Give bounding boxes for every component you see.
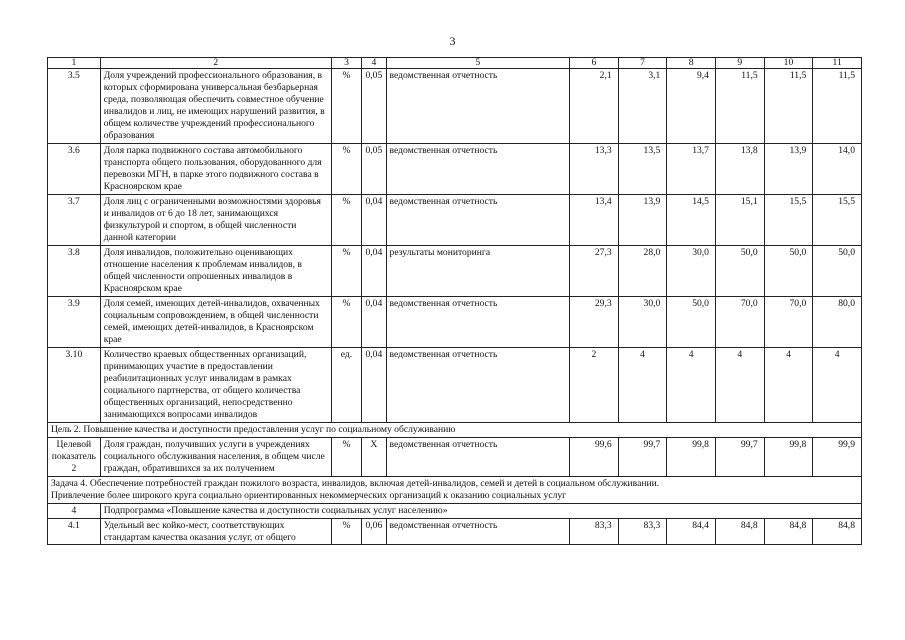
table-row (48, 437, 862, 476)
indicator-name: Доля учреждений профессионального образования, в которых сформирована универсальная безбарьерная среда, позволяющая обеспечить совместное обучение инвалидов и лиц, не имеющих нарушений развития, в общем количестве учреждений профессионального образования (100, 69, 331, 144)
value-cell: 4 (764, 347, 813, 422)
weight: 0,05 (362, 69, 386, 144)
col-header: 8 (667, 58, 716, 69)
table-row (48, 69, 862, 144)
row-number: 3.10 (48, 347, 101, 422)
weight: 0,06 (362, 518, 386, 545)
weight: 0,05 (362, 143, 386, 194)
value-cell: 50,0 (667, 296, 716, 347)
value-cell: 9,4 (667, 69, 716, 144)
row-number: 3.7 (48, 194, 101, 245)
task-4-title (48, 476, 862, 503)
value-cell: 15,1 (715, 194, 764, 245)
value-cell: 13,9 (618, 194, 667, 245)
value-cell: 13,9 (764, 143, 813, 194)
value-cell: 13,7 (667, 143, 716, 194)
value-cell: 4 (618, 347, 667, 422)
value-cell: 99,7 (715, 437, 764, 476)
subprogram-title: Подпрограмма «Повышение качества и доступности социальных услуг населению» (100, 503, 861, 518)
task-4-line-1: Задача 4. Обеспечение потребностей граждан пожилого возраста, инвалидов, включая детей-инвалидов, семей и детей в социальном обслуживании. (51, 477, 660, 489)
subprogram-row (48, 503, 862, 518)
value-cell: 99,7 (618, 437, 667, 476)
value-cell: 14,5 (667, 194, 716, 245)
table-row (48, 347, 862, 422)
value-cell: 13,5 (618, 143, 667, 194)
value-cell: 15,5 (764, 194, 813, 245)
value-cell: 30,0 (667, 245, 716, 296)
value-cell: 11,5 (764, 69, 813, 144)
weight: 0,04 (362, 245, 386, 296)
value-cell: 99,6 (570, 437, 619, 476)
value-cell: 84,8 (715, 518, 764, 545)
unit: % (331, 143, 361, 194)
col-header: 10 (764, 58, 813, 69)
value-cell: 28,0 (618, 245, 667, 296)
indicator-name: Количество краевых общественных организаций, принимающих участие в предоставлении реабилитационных услуг инвалидам в рамках социального партнерства, от общего количества общественных организаций, непосредственно занимающихся вопросами инвалидов (100, 347, 331, 422)
col-header: 6 (570, 58, 619, 69)
value-cell: 11,5 (813, 69, 862, 144)
row-number: 4.1 (48, 518, 101, 545)
value-cell: 84,8 (764, 518, 813, 545)
value-cell: 4 (667, 347, 716, 422)
data-source: ведомственная отчетность (386, 296, 569, 347)
value-cell: 99,8 (667, 437, 716, 476)
row-number: Целевой показатель 2 (48, 437, 101, 476)
data-source: ведомственная отчетность (386, 347, 569, 422)
value-cell: 2 (570, 347, 619, 422)
goal-row (48, 422, 862, 437)
value-cell: 50,0 (715, 245, 764, 296)
weight: X (362, 437, 386, 476)
data-source: ведомственная отчетность (386, 437, 569, 476)
unit: ед. (331, 347, 361, 422)
value-cell: 70,0 (764, 296, 813, 347)
indicator-name: Доля инвалидов, положительно оценивающих отношение населения к проблемам инвалидов, в общей численности опрошенных инвалидов в Красноярском крае (100, 245, 331, 296)
value-cell: 83,3 (570, 518, 619, 545)
value-cell: 30,0 (618, 296, 667, 347)
data-source: ведомственная отчетность (386, 69, 569, 144)
indicator-name: Доля лиц с ограниченными возможностями здоровья и инвалидов от 6 до 18 лет, занимающихся физкультурой и спортом, в общей численности данной категории (100, 194, 331, 245)
unit: % (331, 69, 361, 144)
col-header: 11 (813, 58, 862, 69)
value-cell: 80,0 (813, 296, 862, 347)
row-number: 3.8 (48, 245, 101, 296)
value-cell: 29,3 (570, 296, 619, 347)
indicators-table (47, 57, 862, 545)
value-cell: 4 (813, 347, 862, 422)
col-header: 2 (100, 58, 331, 69)
value-cell: 84,8 (813, 518, 862, 545)
col-header: 9 (715, 58, 764, 69)
weight: 0,04 (362, 194, 386, 245)
row-number: 3.5 (48, 69, 101, 144)
data-source: результаты мониторинга (386, 245, 569, 296)
value-cell: 50,0 (764, 245, 813, 296)
table-row (48, 245, 862, 296)
col-header: 4 (362, 58, 386, 69)
data-source: ведомственная отчетность (386, 143, 569, 194)
indicator-name: Доля граждан, получивших услуги в учреждениях социального обслуживания населения, в общем числе граждан, обратившихся за их получением (100, 437, 331, 476)
row-number: 3.6 (48, 143, 101, 194)
task-4-line-2: Привлечение более широкого круга социально ориентированных некоммерческих организаций к оказанию социальных услуг (51, 489, 567, 501)
weight: 0,04 (362, 347, 386, 422)
page-number: 3 (449, 34, 456, 48)
table-row (48, 143, 862, 194)
value-cell: 3,1 (618, 69, 667, 144)
value-cell: 13,3 (570, 143, 619, 194)
value-cell: 83,3 (618, 518, 667, 545)
value-cell: 99,9 (813, 437, 862, 476)
col-header: 5 (386, 58, 569, 69)
goal-2-title: Цель 2. Повышение качества и доступности предоставления услуг по социальному обслуживанию (48, 422, 862, 437)
table-row (48, 518, 862, 545)
table-row (48, 194, 862, 245)
subprogram-number: 4 (48, 503, 101, 518)
value-cell: 11,5 (715, 69, 764, 144)
value-cell: 50,0 (813, 245, 862, 296)
col-header: 7 (618, 58, 667, 69)
value-cell: 15,5 (813, 194, 862, 245)
value-cell: 27,3 (570, 245, 619, 296)
data-source: ведомственная отчетность (386, 518, 569, 545)
unit: % (331, 518, 361, 545)
col-header: 3 (331, 58, 361, 69)
value-cell: 14,0 (813, 143, 862, 194)
value-cell: 4 (715, 347, 764, 422)
unit: % (331, 194, 361, 245)
task-row (48, 476, 862, 503)
unit: % (331, 437, 361, 476)
column-number-row (48, 58, 862, 69)
table-row (48, 296, 862, 347)
indicator-name: Доля парка подвижного состава автомобильного транспорта общего пользования, оборудованного для перевозки МГН, в парке этого подвижного состава в Красноярском крае (100, 143, 331, 194)
value-cell: 13,8 (715, 143, 764, 194)
value-cell: 2,1 (570, 69, 619, 144)
col-header: 1 (48, 58, 101, 69)
value-cell: 84,4 (667, 518, 716, 545)
value-cell: 70,0 (715, 296, 764, 347)
value-cell: 13,4 (570, 194, 619, 245)
unit: % (331, 245, 361, 296)
data-source: ведомственная отчетность (386, 194, 569, 245)
indicator-name: Удельный вес койко-мест, соответствующих стандартам качества оказания услуг, от общего (100, 518, 331, 545)
unit: % (331, 296, 361, 347)
row-number: 3.9 (48, 296, 101, 347)
indicator-name: Доля семей, имеющих детей-инвалидов, охваченных социальным сопровождением, в общей численности семей, имеющих детей-инвалидов, в Красноярском крае (100, 296, 331, 347)
value-cell: 99,8 (764, 437, 813, 476)
weight: 0,04 (362, 296, 386, 347)
